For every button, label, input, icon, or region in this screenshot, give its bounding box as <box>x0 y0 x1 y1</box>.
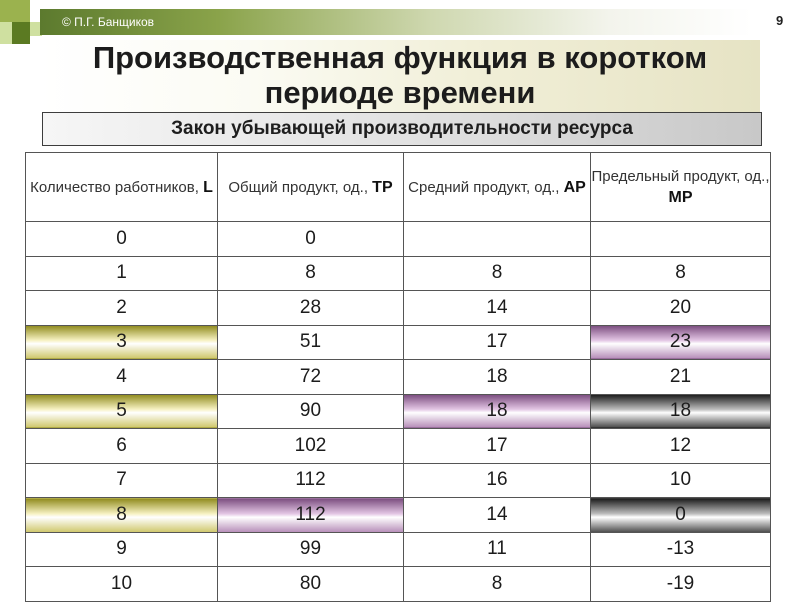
column-header-total-product: Общий продукт, од., TP <box>218 153 404 222</box>
cell-ap: 8 <box>404 256 591 291</box>
cell-tp: 112 <box>218 463 404 498</box>
table-row <box>26 291 771 326</box>
table-row <box>26 256 771 291</box>
cell-mp: 21 <box>591 360 771 395</box>
column-header-marginal-product: Предельный продукт, од., MP <box>591 153 771 222</box>
cell-tp: 28 <box>218 291 404 326</box>
cell-l-highlighted: 3 <box>26 325 218 360</box>
column-symbol: L <box>203 178 213 196</box>
column-symbol: AP <box>563 178 586 196</box>
cell-tp: 99 <box>218 532 404 567</box>
cell-tp: 72 <box>218 360 404 395</box>
cell-tp: 0 <box>218 222 404 257</box>
cell-l: 10 <box>26 567 218 602</box>
table-row <box>26 532 771 567</box>
cell-l: 1 <box>26 256 218 291</box>
cell-tp: 102 <box>218 429 404 464</box>
cell-ap: 16 <box>404 463 591 498</box>
cell-ap: 17 <box>404 429 591 464</box>
table-row <box>26 222 771 257</box>
cell-l: 2 <box>26 291 218 326</box>
decor-square <box>0 0 30 22</box>
cell-mp: -19 <box>591 567 771 602</box>
slide-subtitle: Закон убывающей производительности ресурса <box>171 118 633 139</box>
slide-title: Производственная функция в коротком периоде времени <box>92 40 708 110</box>
table-row <box>26 325 771 360</box>
cell-l: 4 <box>26 360 218 395</box>
cell-mp: 12 <box>591 429 771 464</box>
cell-ap: 17 <box>404 325 591 360</box>
cell-ap: 14 <box>404 291 591 326</box>
cell-mp-highlighted: 0 <box>591 498 771 533</box>
production-table <box>25 152 771 602</box>
column-symbol: MP <box>668 189 693 206</box>
cell-l: 6 <box>26 429 218 464</box>
cell-l-highlighted: 5 <box>26 394 218 429</box>
cell-mp <box>591 222 771 257</box>
table-header-row <box>26 153 771 222</box>
table-row <box>26 567 771 602</box>
author-credit: © П.Г. Банщиков <box>62 15 155 29</box>
cell-mp: -13 <box>591 532 771 567</box>
cell-l: 9 <box>26 532 218 567</box>
cell-tp: 8 <box>218 256 404 291</box>
table-row <box>26 463 771 498</box>
column-header-workers: Количество работников, L <box>26 153 218 222</box>
cell-l: 7 <box>26 463 218 498</box>
cell-mp: 8 <box>591 256 771 291</box>
cell-tp-highlighted: 112 <box>218 498 404 533</box>
cell-l-highlighted: 8 <box>26 498 218 533</box>
cell-ap: 8 <box>404 567 591 602</box>
cell-ap: 18 <box>404 360 591 395</box>
table-row <box>26 394 771 429</box>
cell-tp: 80 <box>218 567 404 602</box>
cell-ap: 11 <box>404 532 591 567</box>
cell-ap-highlighted: 18 <box>404 394 591 429</box>
cell-mp: 10 <box>591 463 771 498</box>
decor-square <box>12 22 30 44</box>
cell-l: 0 <box>26 222 218 257</box>
cell-mp-highlighted: 18 <box>591 394 771 429</box>
table-row <box>26 429 771 464</box>
column-symbol: TP <box>372 178 393 196</box>
page-number: 9 <box>776 13 784 28</box>
decor-square <box>0 22 12 44</box>
column-header-average-product: Средний продукт, од., AP <box>404 153 591 222</box>
table-row <box>26 498 771 533</box>
cell-tp: 90 <box>218 394 404 429</box>
cell-mp-highlighted: 23 <box>591 325 771 360</box>
cell-mp: 20 <box>591 291 771 326</box>
cell-ap <box>404 222 591 257</box>
cell-ap: 14 <box>404 498 591 533</box>
table-row <box>26 360 771 395</box>
cell-tp: 51 <box>218 325 404 360</box>
